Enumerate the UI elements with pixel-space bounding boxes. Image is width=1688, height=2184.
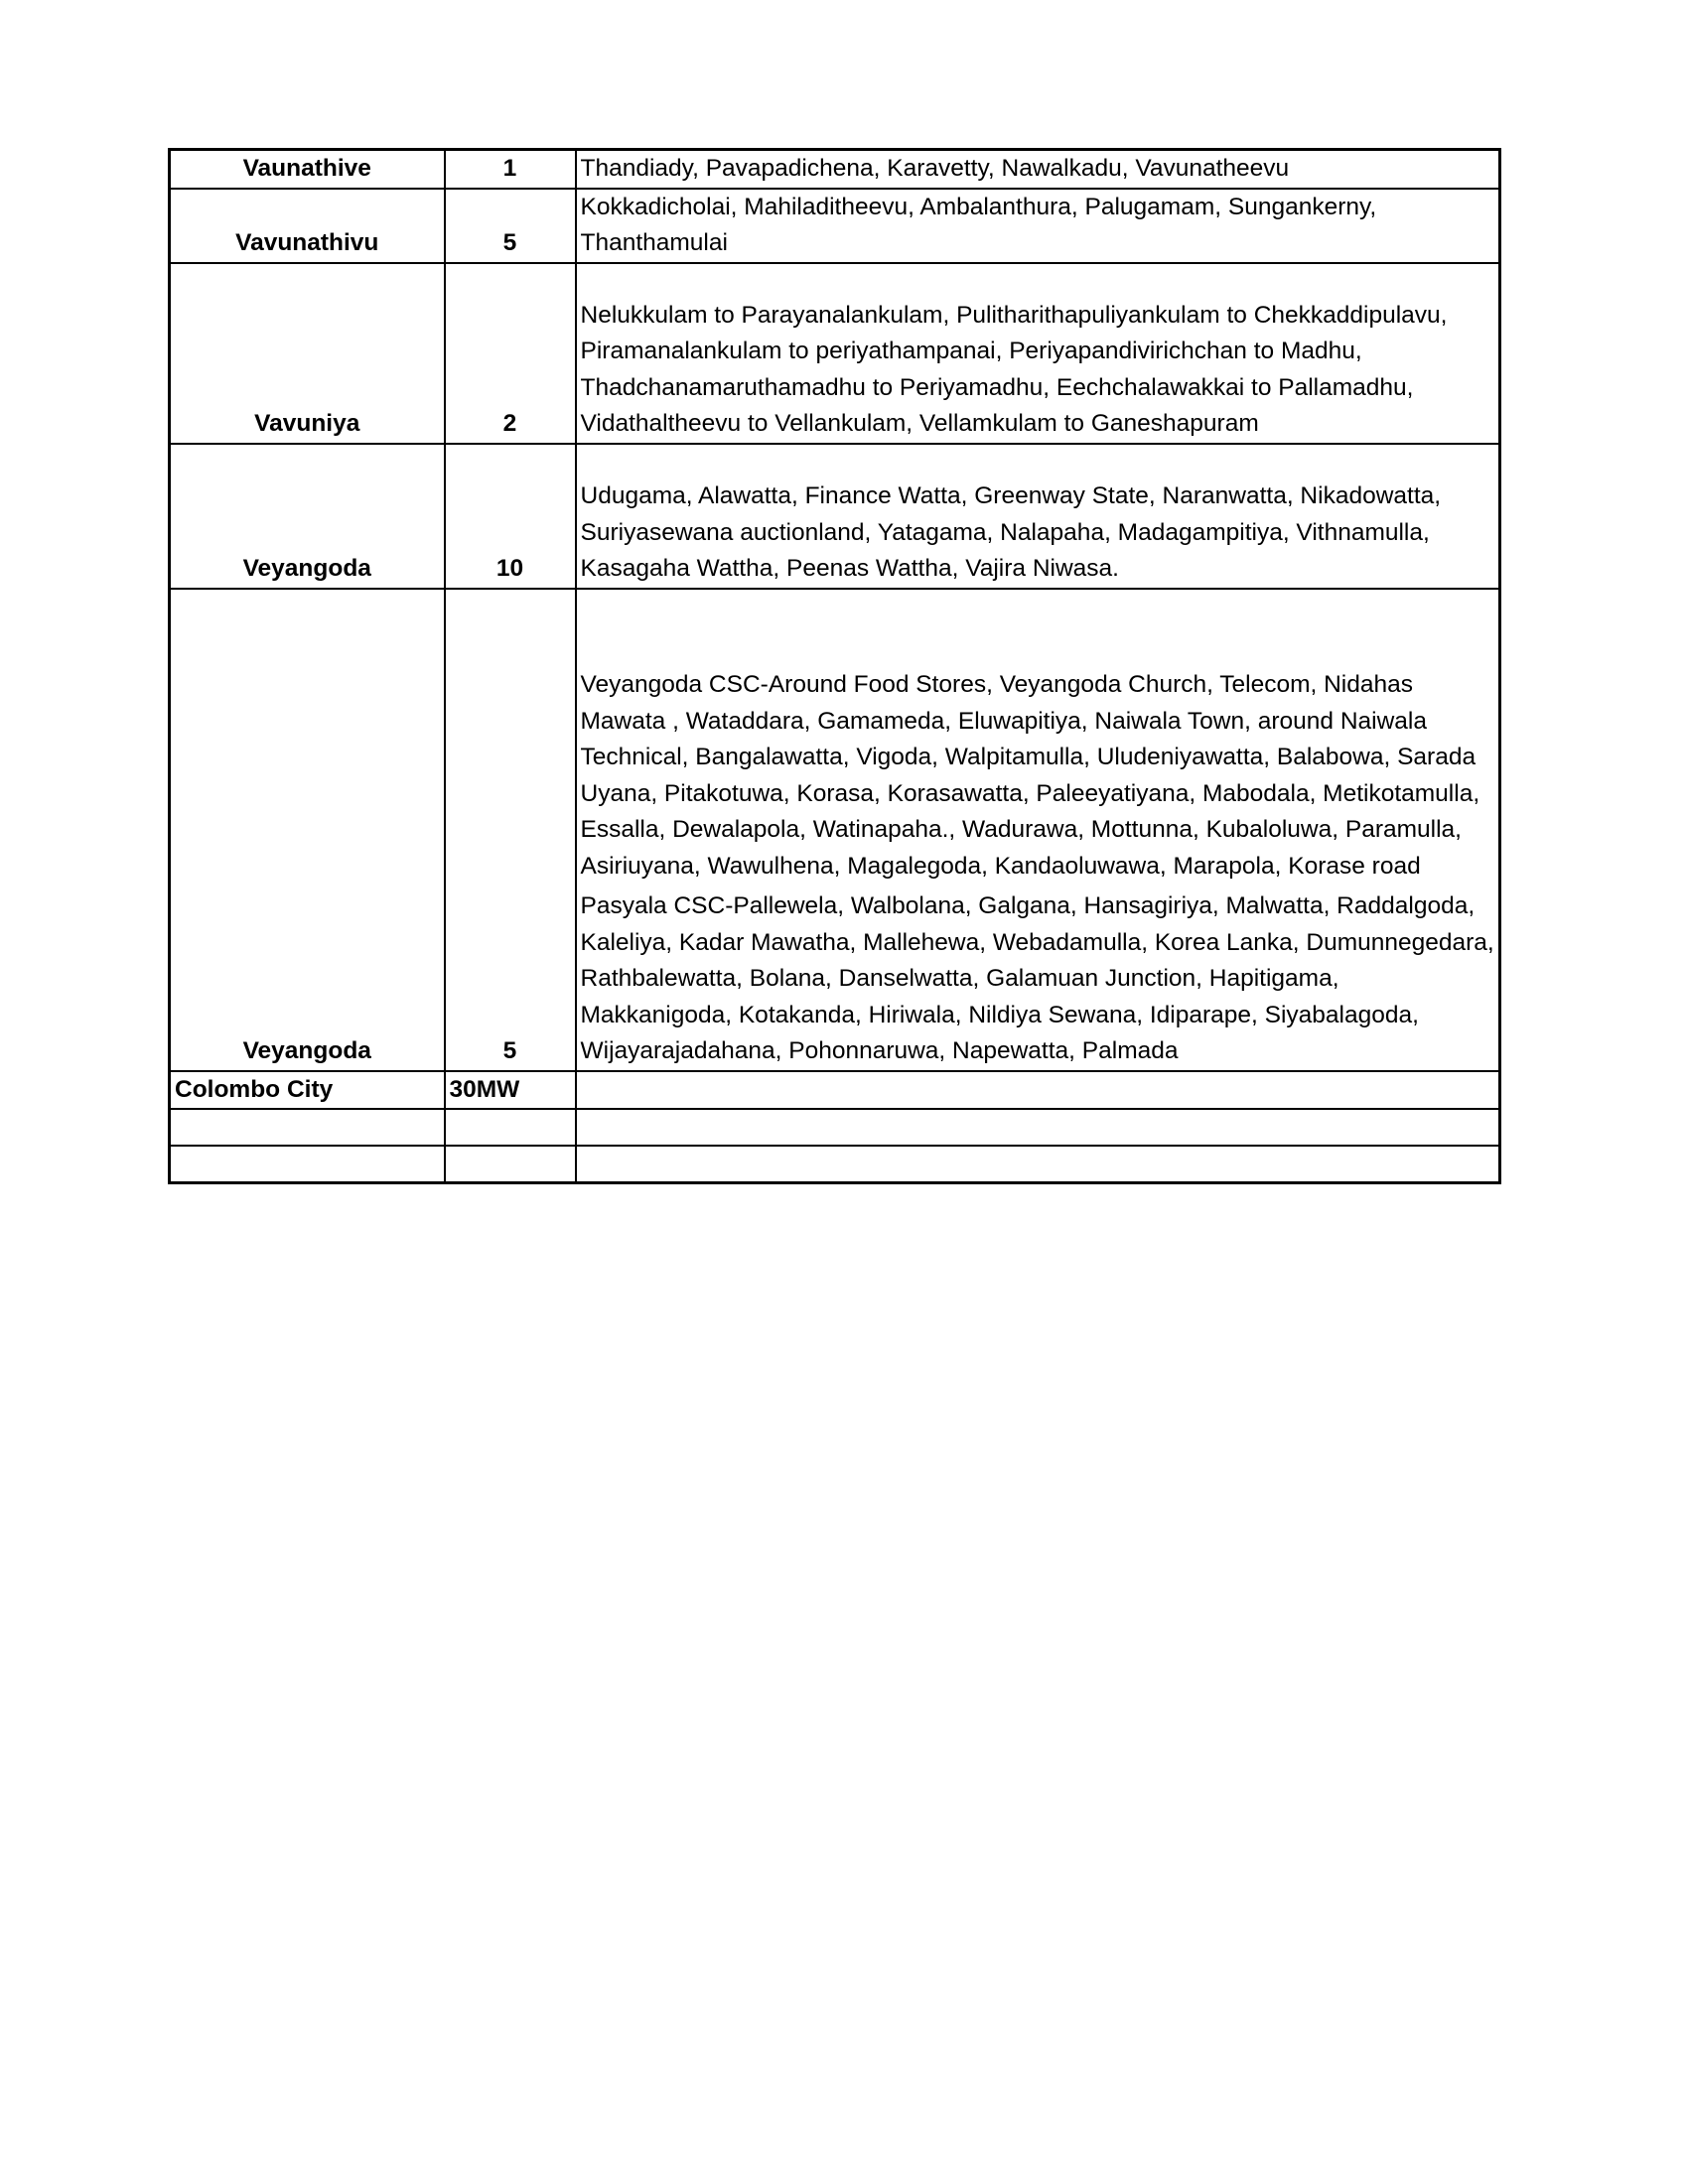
affected-areas-cell [576,189,1500,263]
area-name-cell: Vaunathive [170,150,445,189]
blank-row [170,1109,1500,1146]
region-capacity-cell: 30MW [445,1071,576,1110]
empty-cell [170,1146,445,1182]
table-row [170,263,1500,444]
affected-areas-cell [576,589,1500,1071]
empty-cell [576,1109,1500,1146]
area-name-cell: Veyangoda [170,444,445,589]
group-number-cell: 1 [445,150,576,189]
empty-cell [445,1109,576,1146]
affected-areas-cell [576,150,1500,189]
summary-row [170,1071,1500,1110]
group-number-cell: 2 [445,263,576,444]
affected-areas-cell [576,444,1500,589]
table-row [170,444,1500,589]
area-name-cell: Vavunathivu [170,189,445,263]
empty-cell [576,1146,1500,1182]
affected-areas-text: Veyangoda CSC-Around Food Stores, Veyangoda Church, Telecom, Nidahas Mawata , Wataddara, Gamameda, Eluwapitiya, Naiwala Town, around Naiwala Technical, Bangalawatta, Vigoda, Walpitamulla, Uludeniyawatta, Balabowa, Sarada Uyana, Pitakotuwa, Korasa, Korasawatta, Paleeyatiyana, Mabodala, Metikotamulla, Essalla, Dewalapola, Watinapaha., Wadurawa, Mottunna, Kubaloluwa, Paramulla, Asiriuyana, Wawulhena, Magalegoda, Kandaoluwawa, Marapola, Korase road [580,671,1480,880]
group-number-cell: 5 [445,589,576,1071]
empty-cell [170,1109,445,1146]
affected-areas-text: Udugama, Alawatta, Finance Watta, Greenway State, Naranwatta, Nikadowatta, Suriyasewana auctionland, Yatagama, Nalapaha, Madagampitiya, Vithnamulla, Kasagaha Wattha, Peenas Wattha, Vajira Niwasa. [580,482,1442,582]
affected-areas-cell [576,263,1500,444]
affected-areas-text: Pasyala CSC-Pallewela, Walbolana, Galgana, Hansagiriya, Malwatta, Raddalgoda, Kaleliya, Kadar Mawatha, Mallehewa, Webadamulla, Korea Lanka, Dumunnegedara, Rathbalewatta, Bolana, Danselwatta, Galamuan Junction, Hapitigama, Makkanigoda, Kotakanda, Hiriwala, Nildiya Sewana, Idiparape, Siyabalagoda, Wijayarajadahana, Pohonnaruwa, Napewatta, Palmada [580,892,1494,1064]
table-row [170,150,1500,189]
area-name-cell: Vavuniya [170,263,445,444]
affected-areas-cell [576,1071,1500,1110]
empty-cell [445,1146,576,1182]
table-row [170,189,1500,263]
table-row [170,589,1500,1071]
affected-areas-text: Kokkadicholai, Mahiladitheevu, Ambalanthura, Palugamam, Sungankerny, Thanthamulai [580,193,1377,256]
blank-row [170,1146,1500,1182]
area-name-cell: Veyangoda [170,589,445,1071]
region-name-cell: Colombo City [170,1071,445,1110]
group-number-cell: 5 [445,189,576,263]
power-cut-schedule-table [168,148,1501,1184]
group-number-cell: 10 [445,444,576,589]
affected-areas-text: Thandiady, Pavapadichena, Karavetty, Nawalkadu, Vavunatheevu [580,155,1290,182]
affected-areas-text: Nelukkulam to Parayanalankulam, Pulitharithapuliyankulam to Chekkaddipulavu, Piramanalankulam to periyathampanai, Periyapandivirichchan to Madhu, Thadchanamaruthamadhu to Periyamadhu, Eechchalawakkai to Pallamadhu, Vidathaltheevu to Vellankulam, Vellamkulam to Ganeshapuram [580,301,1448,437]
